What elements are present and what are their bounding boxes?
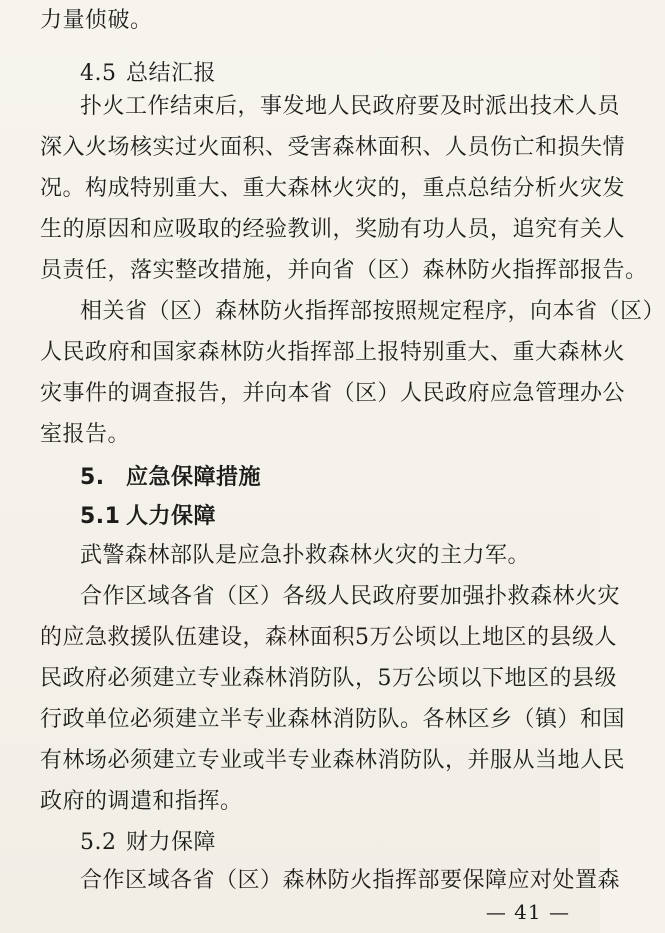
section-heading-4-5 [80,59,216,89]
heading-text: 总结汇报 [126,61,217,86]
text-line: 员责任，落实整改措施，并向省（区）森林防火指挥部报告。 [40,258,648,283]
text-line: 室报告。 [40,422,131,447]
section-heading-5-1 [80,502,216,532]
heading-text: 财力保障 [126,830,217,855]
heading-number: 5.1 [80,504,121,529]
text-line: 合作区域各省（区）各级人民政府要加强扑救森林火灾 [80,584,621,609]
text-line: 灾事件的调查报告，并向本省（区）人民政府应急管理办公 [40,381,626,406]
heading-text: 人力保障 [126,504,217,529]
heading-number: 5. [80,465,105,490]
heading-text: 应急保障措施 [126,465,262,490]
text-line: 有林场必须建立专业或半专业森林消防队，并服从当地人民 [40,748,626,773]
text-line: 合作区域各省（区）森林防火指挥部要保障应对处置森 [80,868,621,893]
text-line: 民政府必须建立专业森林消防队，5万公顷以下地区的县级 [40,666,617,691]
page-number: — 41 — [485,900,570,924]
heading-number: 4.5 [80,61,117,86]
text-line: 扑火工作结束后，事发地人民政府要及时派出技术人员 [80,94,621,119]
section-heading-5-2 [80,828,216,858]
text-line: 政府的调遣和指挥。 [40,789,243,814]
text-line: 力量侦破。 [40,8,153,33]
text-line: 相关省（区）森林防火指挥部按照规定程序，向本省（区） [80,299,665,324]
text-line: 的应急救援队伍建设，森林面积5万公顷以上地区的县级人 [40,625,617,650]
text-line: 人民政府和国家森林防火指挥部上报特别重大、重大森林火 [40,340,626,365]
text-line: 武警森林部队是应急扑救森林火灾的主力军。 [80,543,531,568]
text-line: 行政单位必须建立半专业森林消防队。各林区乡（镇）和国 [40,707,626,732]
section-heading-5 [80,463,261,493]
text-line: 深入火场核实过火面积、受害森林面积、人员伤亡和损失情 [40,135,626,160]
heading-number: 5.2 [80,830,117,855]
text-line: 况。构成特别重大、重大森林火灾的，重点总结分析火灾发 [40,176,626,201]
text-line: 生的原因和应吸取的经验教训，奖励有功人员，追究有关人 [40,217,626,242]
